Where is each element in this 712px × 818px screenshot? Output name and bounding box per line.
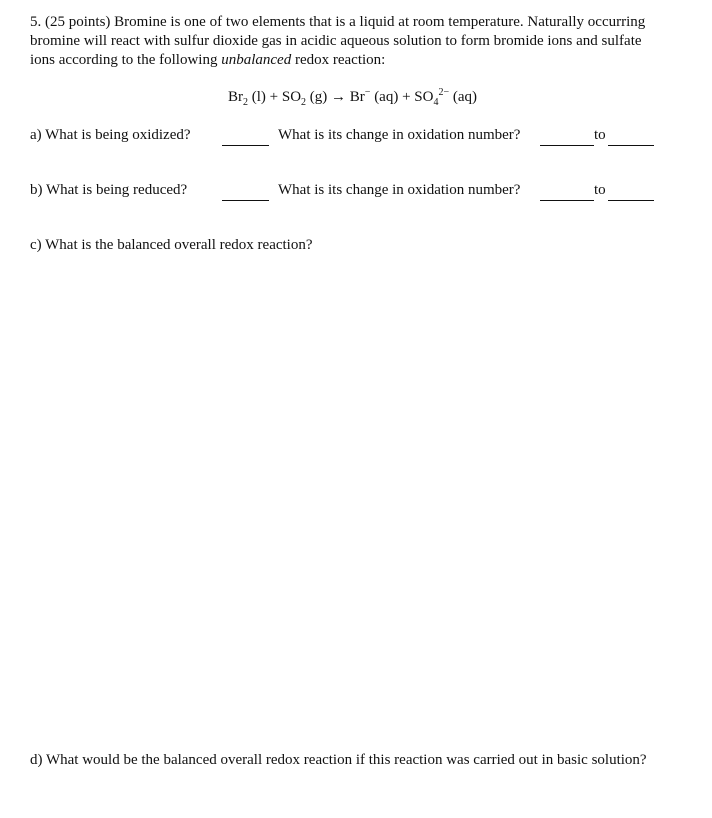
eq-br-subscript: 2: [243, 97, 248, 108]
answer-b-to-label: to: [594, 182, 606, 198]
question-d: d) What would be the balanced overall redox reaction if this reaction was carried out in basic solution?: [30, 752, 647, 768]
intro-unbalanced-emphasis: unbalanced: [221, 52, 292, 68]
answer-b-from-blank[interactable]: [540, 200, 594, 201]
intro-line-3: [30, 51, 690, 70]
question-c: c) What is the balanced overall redox reaction?: [30, 237, 313, 253]
eq-so2-subscript: 2: [301, 97, 307, 108]
eq-br-state: (l) + SO: [248, 89, 302, 105]
intro-line-3-start: ions according to the following: [30, 52, 222, 68]
eq-br-ion-charge: −: [364, 87, 371, 98]
answer-a-to-blank[interactable]: [608, 145, 654, 146]
question-b: b) What is being reduced?: [30, 182, 188, 198]
eq-br: Br: [228, 89, 243, 105]
answer-a-to-label: to: [594, 127, 606, 143]
redox-equation: [228, 89, 477, 106]
answer-b-reduced-blank[interactable]: [222, 200, 269, 201]
answer-b-to-blank[interactable]: [608, 200, 654, 201]
intro-line-3-end: redox reaction:: [291, 52, 386, 68]
eq-so4-state: (aq): [449, 89, 478, 105]
intro-line-1: 5. (25 points) Bromine is one of two elements that is a liquid at room temperature. Naturally occurring: [30, 14, 646, 30]
question-a: a) What is being oxidized?: [30, 127, 191, 143]
question-a-oxidation-change: What is its change in oxidation number?: [278, 127, 521, 143]
question-b-oxidation-change: What is its change in oxidation number?: [278, 182, 521, 198]
answer-a-from-blank[interactable]: [540, 145, 594, 146]
eq-br-ion-state: (aq) + SO: [370, 89, 434, 105]
answer-a-oxidized-blank[interactable]: [222, 145, 269, 146]
problem-intro: [30, 13, 690, 70]
eq-so4-charge: 2−: [438, 87, 450, 98]
eq-so4-subscript: 4: [433, 97, 439, 108]
eq-so2-state: (g) → Br: [306, 89, 365, 105]
intro-line-2: bromine will react with sulfur dioxide gas in acidic aqueous solution to form bromide ions and sulfate: [30, 33, 642, 49]
